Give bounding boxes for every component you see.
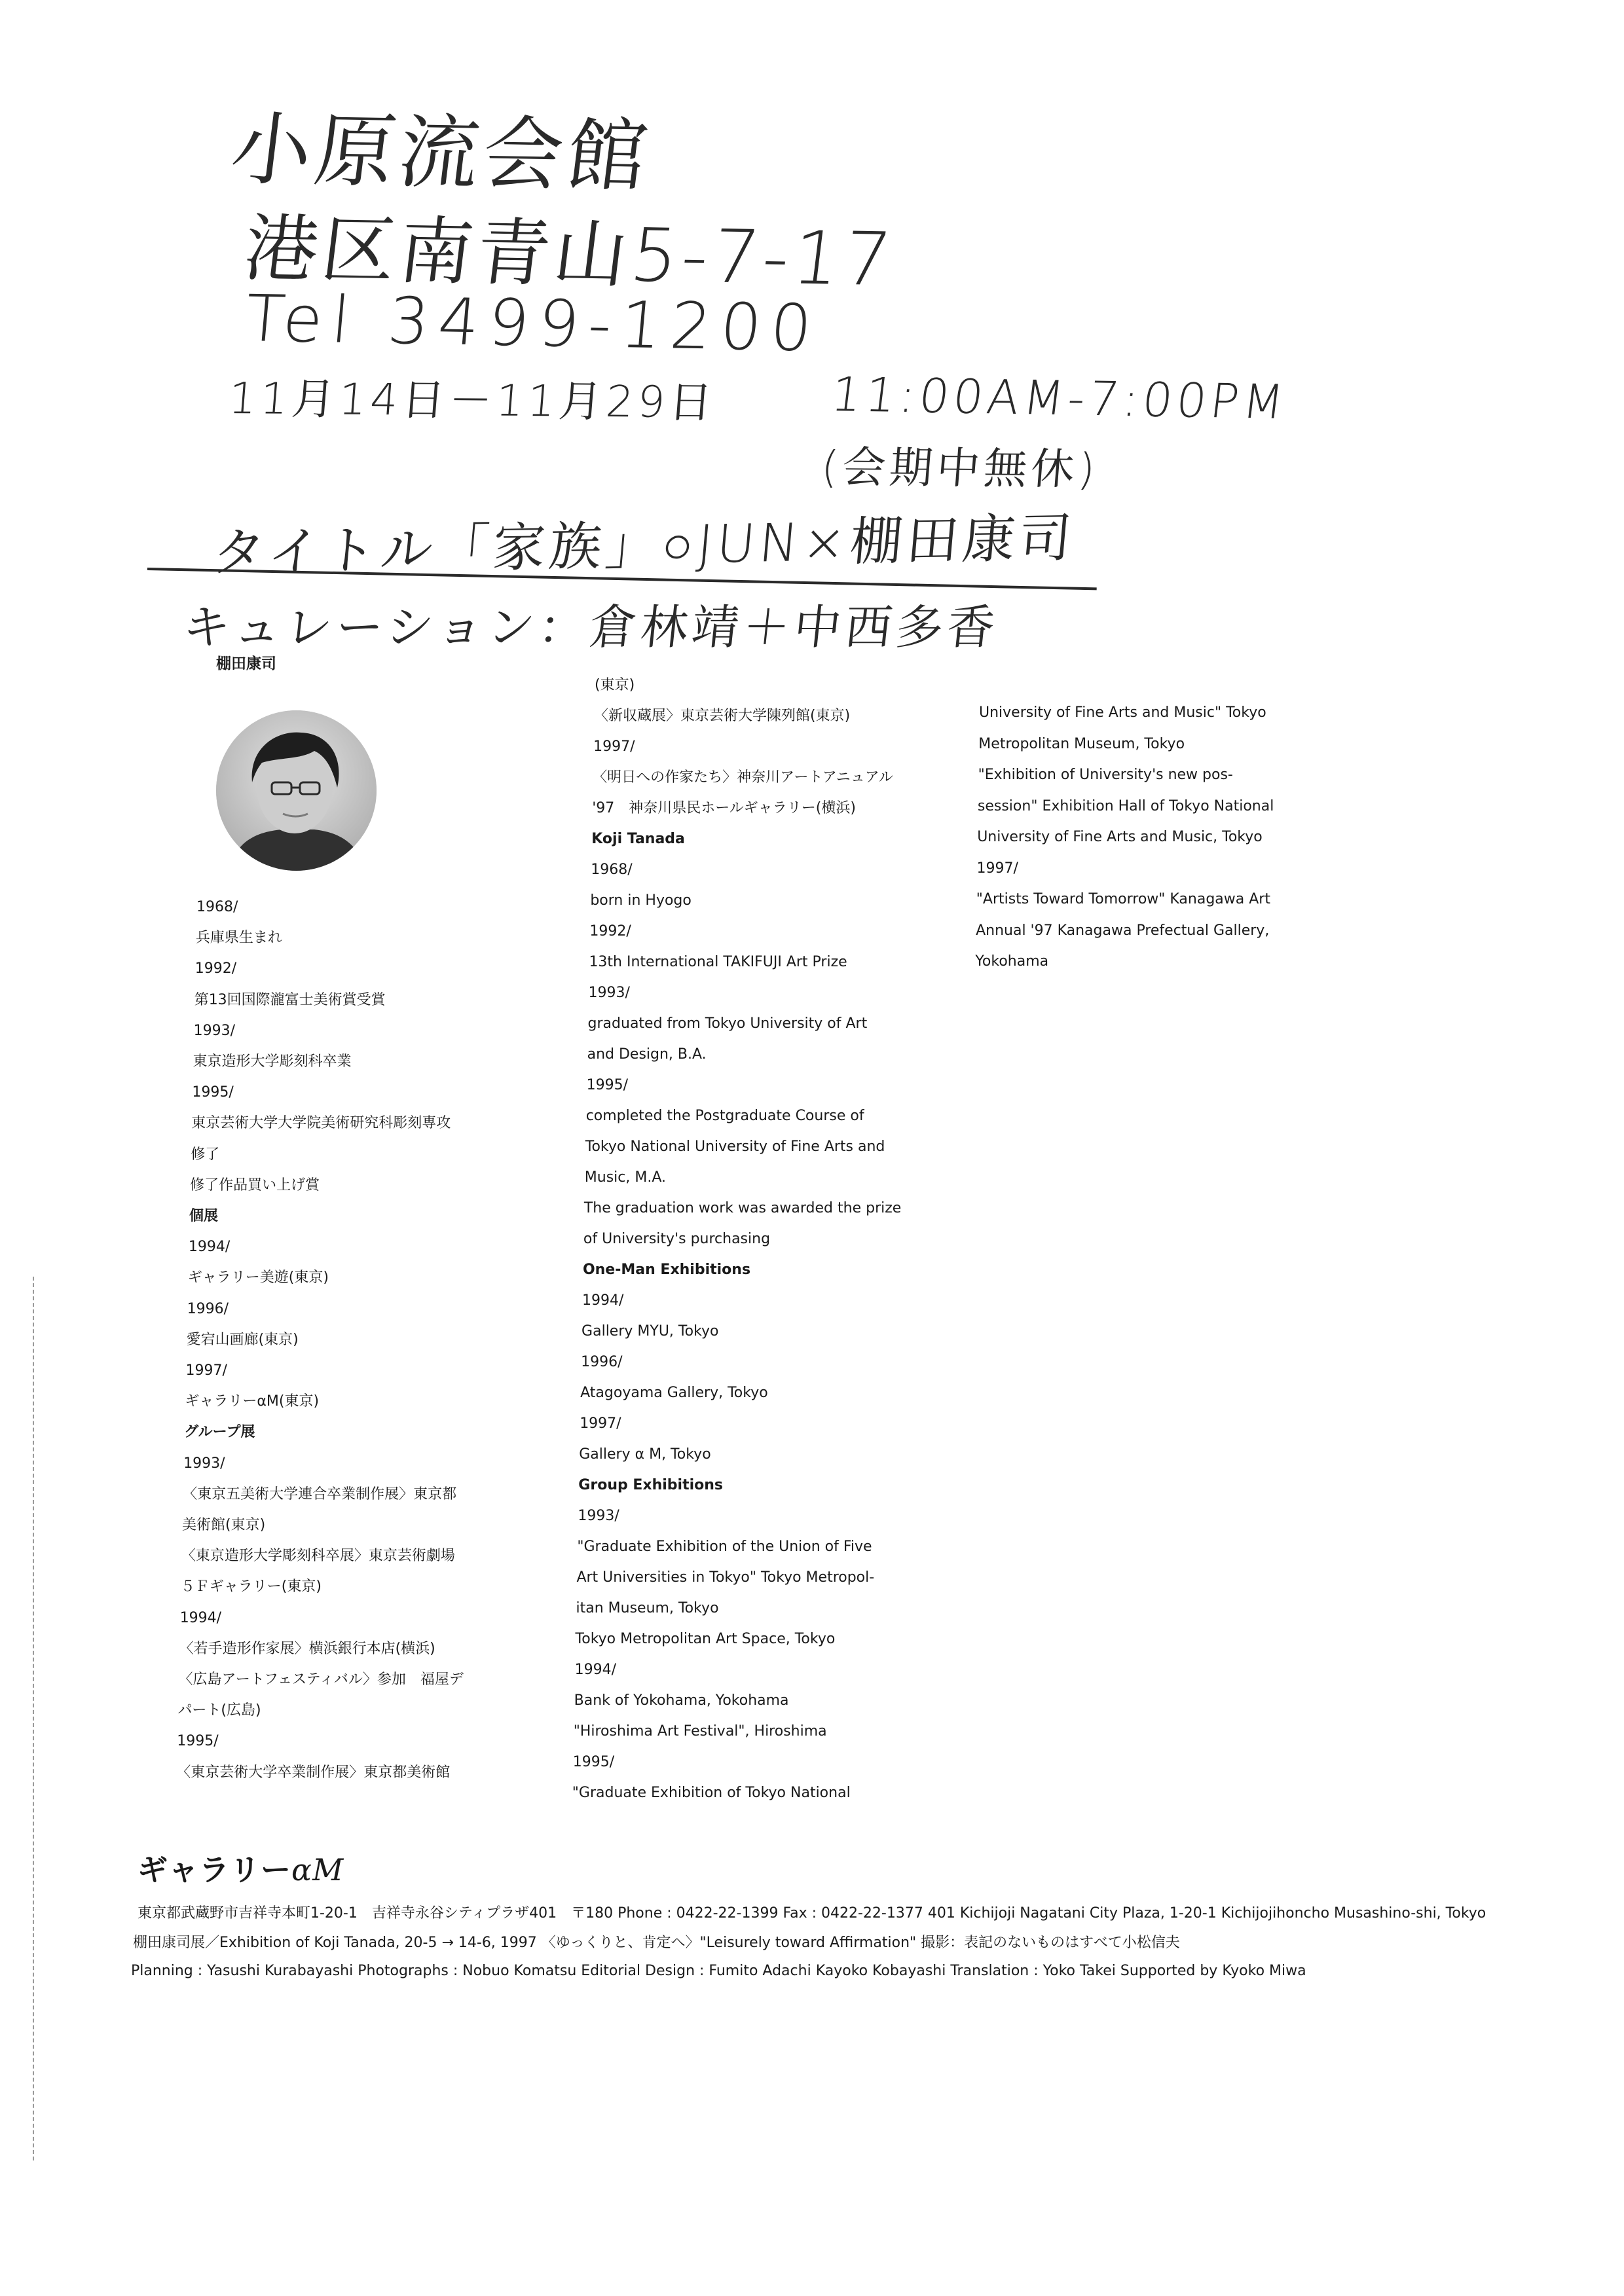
col2-line: 1994/ [574, 1662, 616, 1678]
col2-line: "Graduate Exhibition of Tokyo National [572, 1785, 851, 1801]
col1-line: 1992/ [194, 960, 237, 977]
col2-line: Koji Tanada [591, 831, 685, 847]
handwritten-curation: キュレーション：倉林靖＋中西多香 [179, 600, 1001, 655]
col3-line: 1997/ [976, 860, 1018, 877]
gallery-address: 東京都武蔵野市吉祥寺本町1-20-1 吉祥寺永谷シティプラザ401 〒180 Phone : 0422-22-1399 Fax : 0422-22-1377 401 Kichijoji Nagatani City Plaza, 1-20-1 Kichijojihoncho Musashino-shi, Tokyo [138, 1905, 1486, 1922]
col2-line: graduated from Tokyo University of Art [587, 1015, 868, 1032]
col1-line: 1968/ [196, 899, 238, 915]
artist-name: 棚田康司 [216, 655, 276, 672]
col2-line: Gallery α M, Tokyo [579, 1446, 711, 1463]
col2-line: 1994/ [582, 1292, 624, 1309]
col1-line: ギャラリー美遊(東京) [187, 1269, 329, 1286]
col2-line: 1968/ [591, 862, 633, 878]
col2-line: The graduation work was awarded the prize [583, 1200, 902, 1216]
col1-line: 兵庫県生まれ [195, 930, 282, 947]
col2-line: born in Hyogo [590, 892, 692, 909]
credits-line: Planning : Yasushi Kurabayashi Photographs : Nobuo Komatsu Editorial Design : Fumito Adachi Kayoko Kobayashi Translation : Yoko Takei Supported by Kyoko Miwa [131, 1963, 1306, 1979]
handwritten-dates: 11月14日－11月29日 [227, 373, 718, 428]
handwritten-title: タイトル「家族」○JUN×棚田康司 [210, 507, 1079, 584]
col1-line: 1994/ [188, 1239, 231, 1256]
col2-line: 1997/ [580, 1415, 621, 1432]
col1-line: 東京芸術大学大学院美術研究科彫刻専攻 [191, 1115, 451, 1132]
col1-line: 〈東京五美術大学連合卒業制作展〉東京都 [183, 1485, 457, 1503]
col1-line: 〈東京造形大学彫刻科卒展〉東京芸術劇場 [181, 1548, 455, 1565]
col3-line: University of Fine Arts and Music" Tokyo [979, 704, 1266, 721]
col2-line: 1996/ [581, 1354, 623, 1370]
gallery-logo-alpha: αM [291, 1852, 344, 1887]
col1-line: 〈広島アートフェスティバル〉参加 福屋デ [178, 1671, 464, 1688]
col2-line: of University's purchasing [583, 1231, 771, 1247]
col2-line: Music, M.A. [584, 1169, 667, 1186]
col2-line: 1995/ [572, 1754, 615, 1770]
col2-line: 〈明日への作家たち〉神奈川アートアニュアル [593, 769, 893, 786]
col2-line: Group Exhibitions [578, 1477, 724, 1493]
col2-line: 13th International TAKIFUJI Art Prize [589, 954, 847, 970]
portrait-photo [216, 710, 377, 871]
col2-line: 〈新収蔵展〉東京芸術大学陳列館(東京) [594, 708, 851, 724]
col3-line: Yokohama [975, 953, 1049, 970]
col1-line: 1995/ [192, 1084, 234, 1101]
col2-line: Tokyo Metropolitan Art Space, Tokyo [575, 1631, 836, 1647]
col1-line: 1993/ [193, 1022, 235, 1039]
handwritten-address: 港区南青山5-7-17 [239, 206, 900, 303]
col2-line: 1993/ [588, 985, 630, 1001]
col2-line: and Design, B.A. [587, 1046, 707, 1063]
col2-line: "Hiroshima Art Festival", Hiroshima [573, 1723, 827, 1740]
exhibition-info: 棚田康司展／Exhibition of Koji Tanada, 20-5 → 14-6, 1997 〈ゆっくりと、肯定へ〉"Leisurely toward Affirmation" 撮影：表記のないものはすべて小松信夫 [133, 1935, 1180, 1951]
col1-line: 修了作品買い上げ賞 [190, 1176, 320, 1194]
handwritten-open-note: (会期中無休) [819, 442, 1101, 495]
col1-line: ５Ｆギャラリー(東京) [180, 1578, 322, 1595]
col1-line: 1997/ [185, 1362, 227, 1379]
col2-line: "Graduate Exhibition of the Union of Five [577, 1539, 872, 1555]
col2-line: 1997/ [593, 738, 635, 755]
gallery-logo-text: ギャラリー [138, 1852, 291, 1887]
col1-line: 1996/ [187, 1300, 229, 1317]
col3-line: session" Exhibition Hall of Tokyo National [977, 797, 1274, 814]
scan-edge-mark [33, 1277, 34, 2160]
col2-line: 1995/ [586, 1077, 629, 1093]
col3-line: Metropolitan Museum, Tokyo [978, 735, 1185, 752]
col3-line: University of Fine Arts and Music, Tokyo [977, 829, 1263, 845]
col3-line: Annual '97 Kanagawa Prefectual Gallery, [976, 922, 1270, 939]
handwritten-hours: 11:00AM-7:00PM [828, 367, 1291, 430]
col2-line: 1993/ [578, 1508, 619, 1524]
col1-line: 1993/ [183, 1455, 225, 1472]
col2-line: Bank of Yokohama, Yokohama [574, 1692, 789, 1709]
gallery-logo [138, 1846, 344, 1889]
handwritten-venue: 小原流会館 [226, 103, 657, 204]
col3-line: "Artists Toward Tomorrow" Kanagawa Art [976, 891, 1270, 907]
col1-line: 東京造形大学彫刻科卒業 [193, 1053, 352, 1070]
col2-line: Atagoyama Gallery, Tokyo [580, 1385, 768, 1401]
col1-line: 第13回国際瀧富士美術賞受賞 [194, 991, 386, 1008]
col1-line: 美術館(東京) [182, 1517, 266, 1533]
col1-line: パート(広島) [177, 1702, 261, 1719]
col2-line: 1992/ [589, 923, 631, 939]
col1-line: 〈東京芸術大学卒業制作展〉東京都美術館 [176, 1764, 451, 1781]
col2-line: completed the Postgraduate Course of [585, 1108, 864, 1124]
col2-line: One-Man Exhibitions [582, 1262, 751, 1278]
col2-line: '97 神奈川県民ホールギャラリー(横浜) [592, 800, 856, 816]
col1-line: 修了 [191, 1146, 220, 1163]
col1-line: 〈若手造形作家展〉横浜銀行本店(横浜) [179, 1640, 435, 1657]
col1-line: 1995/ [177, 1733, 219, 1750]
col1-line: ギャラリーαM(東京) [185, 1393, 320, 1410]
col2-line: Tokyo National University of Fine Arts and [585, 1139, 885, 1155]
col3-line: "Exhibition of University's new pos- [978, 767, 1233, 783]
handwritten-phone: Tel 3499-1200 [242, 282, 824, 367]
col2-line: itan Museum, Tokyo [576, 1600, 719, 1616]
col1-line: 1994/ [179, 1609, 222, 1626]
col1-line: 愛宕山画廊(東京) [186, 1331, 299, 1348]
col1-line: グループ展 [184, 1424, 255, 1441]
col1-line: 個展 [189, 1208, 219, 1224]
col2-line: Gallery MYU, Tokyo [581, 1323, 719, 1339]
col2-line: Art Universities in Tokyo" Tokyo Metropol- [576, 1569, 875, 1586]
artist-portrait [216, 710, 377, 871]
col2-line: (東京) [595, 677, 635, 693]
